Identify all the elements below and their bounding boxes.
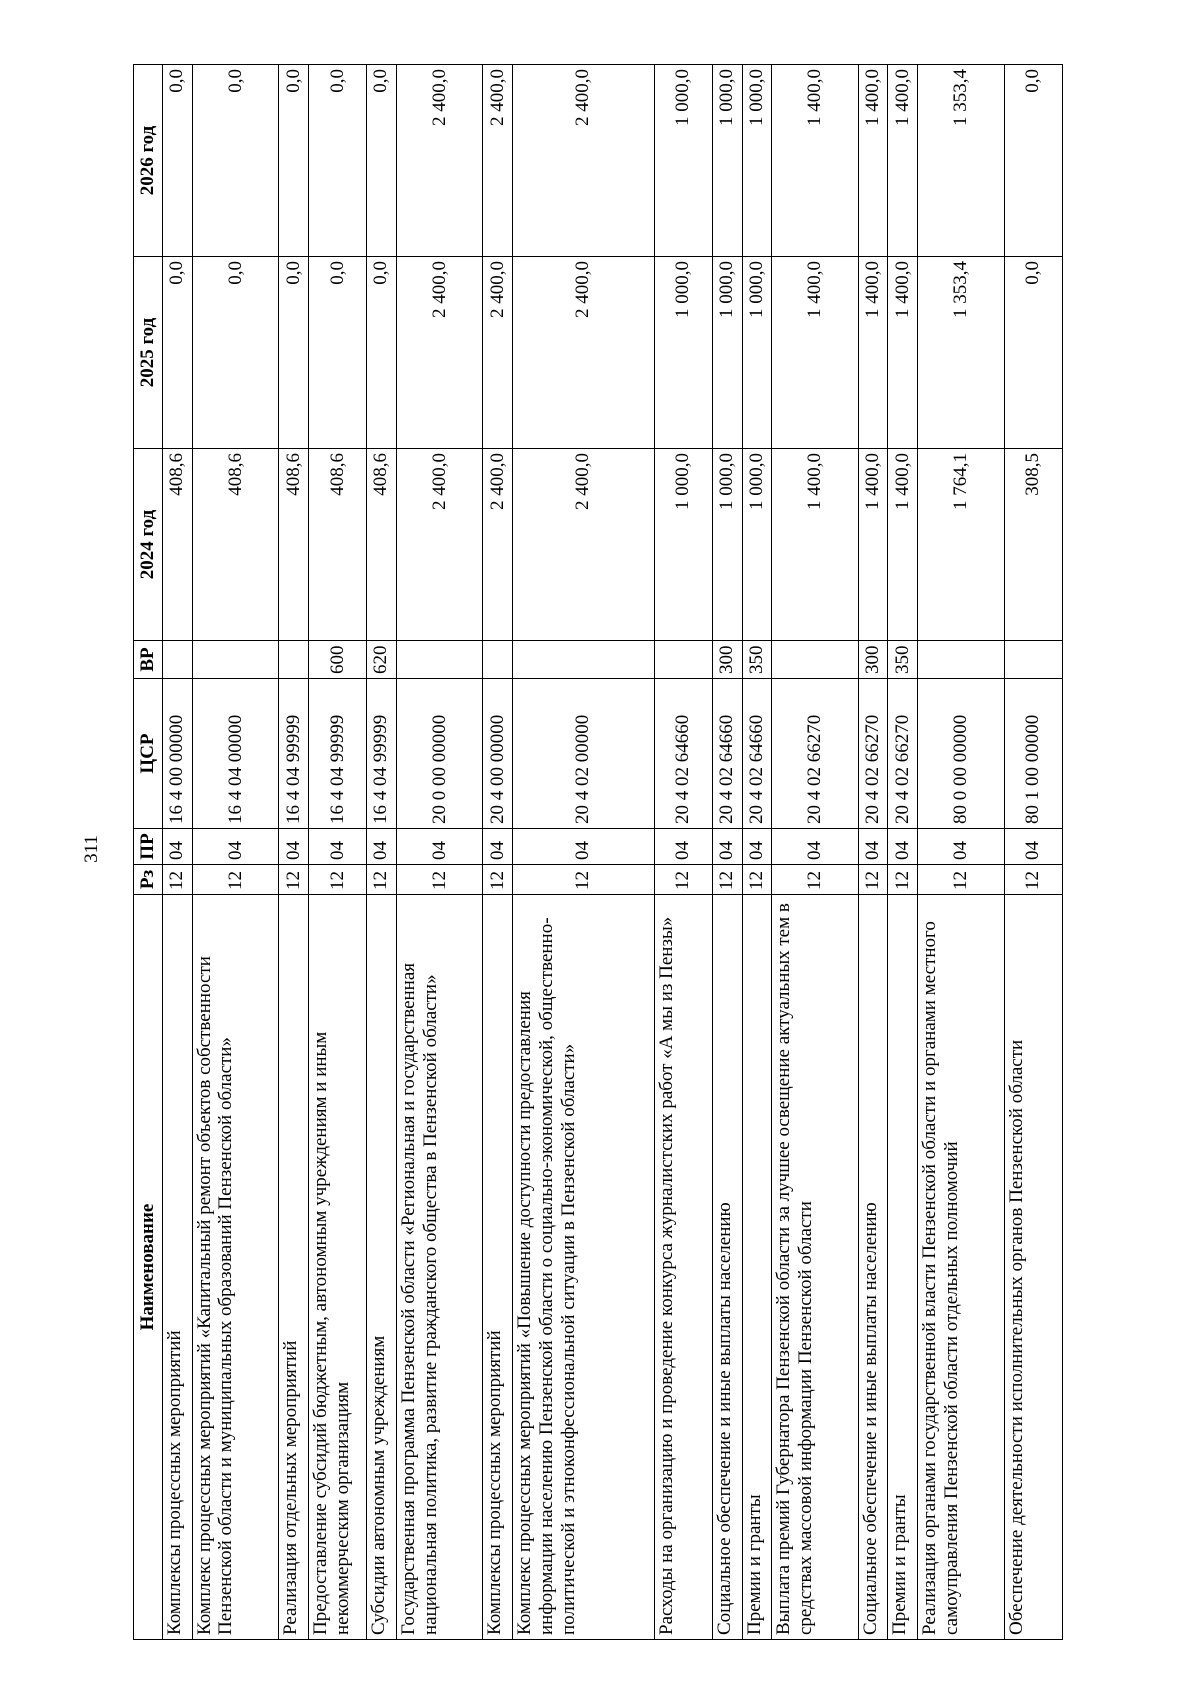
table-row bbox=[396, 65, 483, 1640]
row-csr: 20 4 02 66270 bbox=[888, 679, 918, 829]
row-vr: 300 bbox=[712, 641, 742, 679]
row-vr: 300 bbox=[858, 641, 888, 679]
row-2025: 1 000,0 bbox=[742, 257, 772, 449]
row-2025: 0,0 bbox=[1004, 257, 1062, 449]
row-rz: 12 bbox=[742, 865, 772, 895]
row-pr: 04 bbox=[772, 829, 859, 865]
table-row bbox=[308, 65, 366, 1640]
row-rz: 12 bbox=[513, 865, 655, 895]
row-csr: 16 4 04 99999 bbox=[308, 679, 366, 829]
row-pr: 04 bbox=[483, 829, 513, 865]
header-csr: ЦСР bbox=[134, 679, 163, 829]
row-2026: 1 400,0 bbox=[772, 65, 859, 257]
row-rz: 12 bbox=[772, 865, 859, 895]
budget-table-container bbox=[133, 64, 1063, 1640]
row-2025: 0,0 bbox=[308, 257, 366, 449]
table-row bbox=[483, 65, 513, 1640]
row-name: Комплекс процессных мероприятий «Повышение доступности предоставления информации населению Пензенской области о социально-экономической, общественно-политической и этноконфессиональной ситуации в Пензенской области» bbox=[513, 895, 655, 1640]
row-name: Комплекс процессных мероприятий «Капитальный ремонт объектов собственности Пензенской области и муниципальных образований Пензенской области» bbox=[192, 895, 279, 1640]
row-rz: 12 bbox=[1004, 865, 1062, 895]
row-2025: 1 000,0 bbox=[712, 257, 742, 449]
row-name: Государственная программа Пензенской области «Региональная и государственная национальная политика, развитие гражданского общества в Пензенской области» bbox=[396, 895, 483, 1640]
row-2024: 408,6 bbox=[367, 449, 397, 641]
row-2026: 0,0 bbox=[367, 65, 397, 257]
row-2024: 1 000,0 bbox=[712, 449, 742, 641]
row-2025: 1 000,0 bbox=[654, 257, 712, 449]
row-pr: 04 bbox=[396, 829, 483, 865]
row-vr bbox=[279, 641, 309, 679]
row-csr: 20 0 00 00000 bbox=[396, 679, 483, 829]
table-row bbox=[367, 65, 397, 1640]
table-row bbox=[192, 65, 279, 1640]
table-row bbox=[279, 65, 309, 1640]
row-2025: 2 400,0 bbox=[513, 257, 655, 449]
table-row bbox=[163, 65, 193, 1640]
table-row bbox=[712, 65, 742, 1640]
table-row bbox=[654, 65, 712, 1640]
row-name: Реализация отдельных мероприятий bbox=[279, 895, 309, 1640]
table-row bbox=[1004, 65, 1062, 1640]
row-name: Реализация органами государственной власти Пензенской области и органами местного самоуправления Пензенской области отдельных полномочий bbox=[918, 895, 1005, 1640]
row-pr: 04 bbox=[858, 829, 888, 865]
row-2026: 2 400,0 bbox=[396, 65, 483, 257]
row-csr: 16 4 04 99999 bbox=[279, 679, 309, 829]
row-csr: 16 4 04 00000 bbox=[192, 679, 279, 829]
row-2024: 1 000,0 bbox=[654, 449, 712, 641]
row-name: Премии и гранты bbox=[742, 895, 772, 1640]
row-rz: 12 bbox=[888, 865, 918, 895]
table-row bbox=[888, 65, 918, 1640]
row-2026: 0,0 bbox=[163, 65, 193, 257]
row-2026: 0,0 bbox=[308, 65, 366, 257]
row-rz: 12 bbox=[918, 865, 1005, 895]
row-2025: 1 353,4 bbox=[918, 257, 1005, 449]
row-pr: 04 bbox=[192, 829, 279, 865]
row-vr bbox=[513, 641, 655, 679]
row-2025: 1 400,0 bbox=[888, 257, 918, 449]
row-pr: 04 bbox=[742, 829, 772, 865]
row-2026: 0,0 bbox=[279, 65, 309, 257]
row-pr: 04 bbox=[367, 829, 397, 865]
header-2026: 2026 год bbox=[134, 65, 163, 257]
row-pr: 04 bbox=[888, 829, 918, 865]
row-rz: 12 bbox=[367, 865, 397, 895]
row-name: Субсидии автономным учреждениям bbox=[367, 895, 397, 1640]
row-rz: 12 bbox=[712, 865, 742, 895]
row-vr: 350 bbox=[742, 641, 772, 679]
row-rz: 12 bbox=[396, 865, 483, 895]
row-csr: 16 4 00 00000 bbox=[163, 679, 193, 829]
row-2024: 408,6 bbox=[192, 449, 279, 641]
row-2026: 1 000,0 bbox=[742, 65, 772, 257]
row-csr: 20 4 02 66270 bbox=[858, 679, 888, 829]
row-vr: 600 bbox=[308, 641, 366, 679]
row-pr: 04 bbox=[712, 829, 742, 865]
row-2026: 1 000,0 bbox=[712, 65, 742, 257]
row-2024: 1 400,0 bbox=[772, 449, 859, 641]
table-header-row bbox=[134, 65, 163, 1640]
row-name: Комплексы процессных мероприятий bbox=[483, 895, 513, 1640]
row-vr bbox=[654, 641, 712, 679]
row-2024: 1 400,0 bbox=[888, 449, 918, 641]
row-pr: 04 bbox=[654, 829, 712, 865]
header-vr: ВР bbox=[134, 641, 163, 679]
row-rz: 12 bbox=[163, 865, 193, 895]
row-2024: 2 400,0 bbox=[396, 449, 483, 641]
row-vr bbox=[396, 641, 483, 679]
row-csr: 16 4 04 99999 bbox=[367, 679, 397, 829]
row-pr: 04 bbox=[163, 829, 193, 865]
row-2024: 1 764,1 bbox=[918, 449, 1005, 641]
row-vr bbox=[163, 641, 193, 679]
page-number: 311 bbox=[80, 835, 102, 863]
row-2024: 408,6 bbox=[308, 449, 366, 641]
row-name: Обеспечение деятельности исполнительных органов Пензенской области bbox=[1004, 895, 1062, 1640]
header-name: Наименование bbox=[134, 895, 163, 1640]
row-name: Расходы на организацию и проведение конкурса журналистских работ «А мы из Пензы» bbox=[654, 895, 712, 1640]
row-rz: 12 bbox=[192, 865, 279, 895]
row-2025: 1 400,0 bbox=[772, 257, 859, 449]
row-2025: 0,0 bbox=[192, 257, 279, 449]
row-2026: 0,0 bbox=[1004, 65, 1062, 257]
row-rz: 12 bbox=[654, 865, 712, 895]
row-csr: 20 4 02 64660 bbox=[712, 679, 742, 829]
row-2026: 0,0 bbox=[192, 65, 279, 257]
table-row bbox=[772, 65, 859, 1640]
row-vr bbox=[1004, 641, 1062, 679]
table-row bbox=[742, 65, 772, 1640]
row-pr: 04 bbox=[279, 829, 309, 865]
row-2025: 2 400,0 bbox=[396, 257, 483, 449]
row-csr: 20 4 00 00000 bbox=[483, 679, 513, 829]
header-2024: 2024 год bbox=[134, 449, 163, 641]
row-rz: 12 bbox=[858, 865, 888, 895]
row-2024: 2 400,0 bbox=[483, 449, 513, 641]
header-pr: ПР bbox=[134, 829, 163, 865]
row-2026: 1 400,0 bbox=[888, 65, 918, 257]
row-csr: 20 4 02 00000 bbox=[513, 679, 655, 829]
row-csr: 80 1 00 00000 bbox=[1004, 679, 1062, 829]
row-2025: 1 400,0 bbox=[858, 257, 888, 449]
row-name: Премии и гранты bbox=[888, 895, 918, 1640]
row-2024: 408,6 bbox=[279, 449, 309, 641]
row-pr: 04 bbox=[513, 829, 655, 865]
row-2025: 2 400,0 bbox=[483, 257, 513, 449]
row-vr bbox=[483, 641, 513, 679]
row-rz: 12 bbox=[308, 865, 366, 895]
row-csr: 20 4 02 64660 bbox=[742, 679, 772, 829]
table-row bbox=[513, 65, 655, 1640]
row-rz: 12 bbox=[279, 865, 309, 895]
row-pr: 04 bbox=[1004, 829, 1062, 865]
row-2024: 408,6 bbox=[163, 449, 193, 641]
row-2026: 1 000,0 bbox=[654, 65, 712, 257]
row-vr bbox=[192, 641, 279, 679]
row-2024: 1 400,0 bbox=[858, 449, 888, 641]
rotated-table-frame bbox=[133, 64, 1063, 1640]
row-csr: 20 4 02 64660 bbox=[654, 679, 712, 829]
row-2025: 0,0 bbox=[279, 257, 309, 449]
row-name: Предоставление субсидий бюджетным, автономным учреждениям и иным некоммерческим организациям bbox=[308, 895, 366, 1640]
header-rz: Рз bbox=[134, 865, 163, 895]
row-vr: 620 bbox=[367, 641, 397, 679]
header-2025: 2025 год bbox=[134, 257, 163, 449]
row-name: Выплата премий Губернатора Пензенской области за лучшее освещение актуальных тем в средствах массовой информации Пензенской области bbox=[772, 895, 859, 1640]
row-2024: 1 000,0 bbox=[742, 449, 772, 641]
row-name: Социальное обеспечение и иные выплаты населению bbox=[712, 895, 742, 1640]
table-row bbox=[918, 65, 1005, 1640]
row-rz: 12 bbox=[483, 865, 513, 895]
row-pr: 04 bbox=[918, 829, 1005, 865]
row-2024: 2 400,0 bbox=[513, 449, 655, 641]
row-name: Социальное обеспечение и иные выплаты населению bbox=[858, 895, 888, 1640]
row-2025: 0,0 bbox=[367, 257, 397, 449]
row-2026: 2 400,0 bbox=[513, 65, 655, 257]
table-row bbox=[858, 65, 888, 1640]
row-2026: 2 400,0 bbox=[483, 65, 513, 257]
row-vr bbox=[918, 641, 1005, 679]
row-2024: 308,5 bbox=[1004, 449, 1062, 641]
row-vr bbox=[772, 641, 859, 679]
budget-table bbox=[133, 64, 1063, 1640]
row-2026: 1 400,0 bbox=[858, 65, 888, 257]
row-2025: 0,0 bbox=[163, 257, 193, 449]
row-name: Комплексы процессных мероприятий bbox=[163, 895, 193, 1640]
row-2026: 1 353,4 bbox=[918, 65, 1005, 257]
row-pr: 04 bbox=[308, 829, 366, 865]
row-vr: 350 bbox=[888, 641, 918, 679]
row-csr: 20 4 02 66270 bbox=[772, 679, 859, 829]
row-csr: 80 0 00 00000 bbox=[918, 679, 1005, 829]
